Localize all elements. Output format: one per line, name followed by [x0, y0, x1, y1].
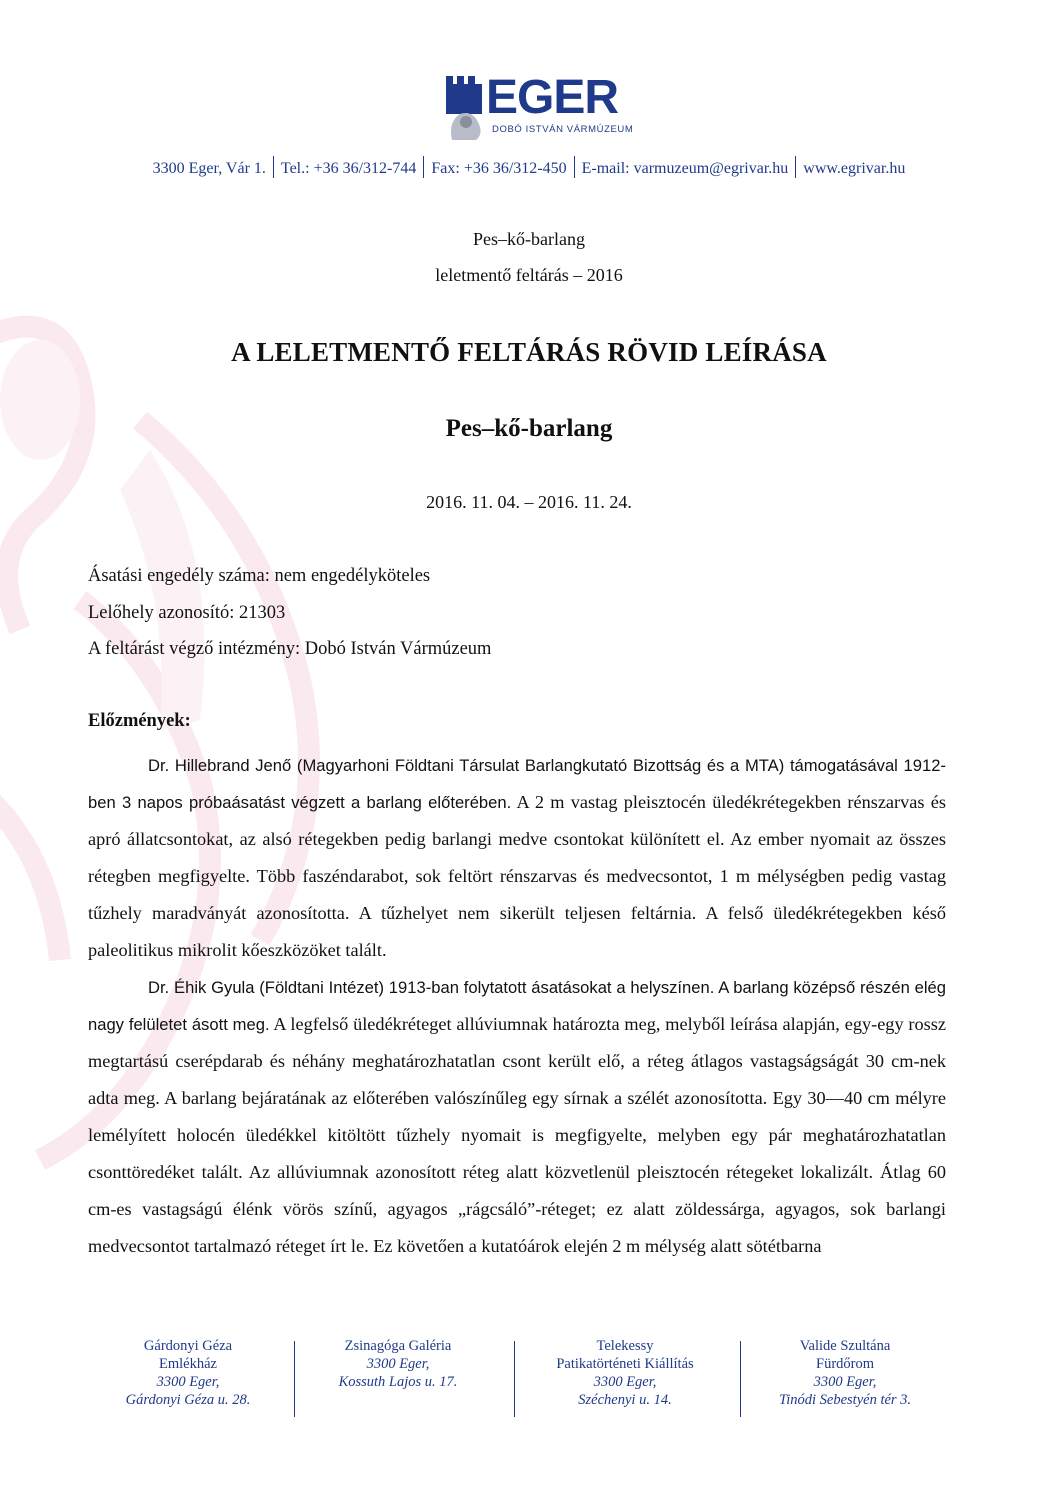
footer-venue: [298, 1337, 498, 1417]
footer-venue: [744, 1337, 946, 1417]
venue-street: Kossuth Lajos u. 17.: [338, 1374, 458, 1390]
doc-title: A LELETMENTŐ FELTÁRÁS RÖVID LEÍRÁSA: [231, 337, 827, 367]
footer-venues: [88, 1337, 946, 1417]
doc-site-title: Pes–kő-barlang: [445, 415, 613, 442]
venue-name: Telekessy: [596, 1338, 654, 1354]
venue-street: Tinódi Sebestyén tér 3.: [778, 1392, 912, 1408]
doc-subheading-site: Pes–kő-barlang: [473, 229, 585, 249]
contact-fax: Fax: +36 36/312-450: [431, 160, 567, 177]
venue-name-line2: Patikatörténeti Kiállítás: [556, 1356, 694, 1372]
castle-logo-icon: [444, 74, 486, 140]
venue-name-line2: Emlékház: [159, 1356, 217, 1372]
footer-venue: [88, 1337, 288, 1417]
logo-subtitle: DOBÓ ISTVÁN VÁRMÚZEUM: [492, 124, 634, 135]
venue-city: 3300 Eger,: [593, 1374, 657, 1390]
venue-city: 3300 Eger,: [366, 1356, 430, 1372]
paragraph: [88, 969, 946, 1265]
contact-address: 3300 Eger, Vár 1.: [152, 160, 266, 177]
venue-name: Gárdonyi Géza: [143, 1338, 233, 1354]
contact-divider: [574, 156, 575, 178]
footer-divider: [514, 1341, 515, 1417]
contact-bar: [0, 156, 1058, 178]
site-id-line: Lelőhely azonosító: 21303: [88, 603, 286, 623]
venue-city: 3300 Eger,: [156, 1374, 220, 1390]
venue-street: Széchenyi u. 14.: [578, 1392, 672, 1408]
contact-divider: [795, 156, 796, 178]
doc-dates: 2016. 11. 04. – 2016. 11. 24.: [426, 492, 632, 512]
venue-name-line2: Fürdőrom: [816, 1356, 874, 1372]
contact-divider: [273, 156, 274, 178]
contact-phone: Tel.: +36 36/312-744: [280, 160, 417, 177]
footer-divider: [740, 1341, 741, 1417]
paragraph-serif-run: A 2 m vastag pleisztocén üledékrétegekben rénszarvas és apró állatcsontokat, az alsó rétegekben pedig barlangi medve csontokat különített el. Az ember nyomait az összes rétegben megfigyelte. Több faszéndarabot, sok feltört rénszarvas és medvecsontot, 1 m mélységben pedig vastag tűzhely maradványát azonosította. A tűzhelyet nem sikerült teljesen feltárnia. A felső üledékrétegekben késő paleolitikus mikrolit kőeszközöket talált.: [88, 792, 946, 960]
contact-website[interactable]: www.egrivar.hu: [803, 160, 906, 177]
venue-name: Zsinagóga Galéria: [344, 1338, 452, 1354]
doc-subheading-year: leletmentő feltárás – 2016: [435, 265, 623, 285]
logo-wordmark: EGER: [486, 71, 619, 124]
museum-logo: [444, 72, 654, 144]
section-heading: Előzmények:: [88, 711, 191, 731]
footer-divider: [294, 1341, 295, 1417]
body-text: [88, 747, 946, 1265]
institution-line: A feltárást végző intézmény: Dobó István Vármúzeum: [88, 639, 492, 659]
contact-divider: [423, 156, 424, 178]
paragraph-serif-run: A legfelső üledékréteget allúviumnak határozta meg, melyből leírása alapján, egy-egy rossz megtartású cserépdarab és néhány meghatározhatatlan csont került elő, a réteg átlagos vastagságságát 30 cm-nek adta meg. A barlang bejáratának az előterében valószínűleg egy sírnak a szélét azonosította. Egy 30—40 cm mélyre lemélyített holocén üledékkel kitöltött tűzhely nyomait is megfigyelte, melyben egy pár meghatározhatatlan csonttöredéket talált. Az allúviumnak azonosított réteg alatt közvetlenül pleisztocén rétegeket lokalizált. Átlag 60 cm-es vastagságú élénk vörös színű, agyagos „rágcsáló”-réteget; ez alatt zöldessárga, agyagos, sok barlangi medvecsontot tartalmazó réteget írt le. Ez követően a kutatóárok elején 2 m mélység alatt sötétbarna: [88, 1014, 946, 1256]
venue-city: 3300 Eger,: [813, 1374, 877, 1390]
venue-name: Valide Szultána: [799, 1338, 891, 1354]
permit-line: Ásatási engedély száma: nem engedélyköteles: [88, 566, 431, 586]
contact-email[interactable]: E-mail: varmuzeum@egrivar.hu: [581, 160, 789, 177]
footer-venue: [520, 1337, 730, 1417]
paragraph: [88, 747, 946, 969]
venue-street: Gárdonyi Géza u. 28.: [125, 1392, 251, 1408]
paragraph-sans-run: Dr. Hillebrand Jenő (Magyarhoni Földtani Társulat Barlangkutató Bizottság és a MTA) támogatásával 1912-ben 3 napos próbaásatást végzett a barlang előterében.: [88, 756, 946, 812]
paragraph-sans-run: Dr. Éhik Gyula (Földtani Intézet) 1913-ban folytatott ásatásokat a helyszínen. A barlang középső részén elég nagy felületet ásott meg.: [88, 978, 946, 1034]
